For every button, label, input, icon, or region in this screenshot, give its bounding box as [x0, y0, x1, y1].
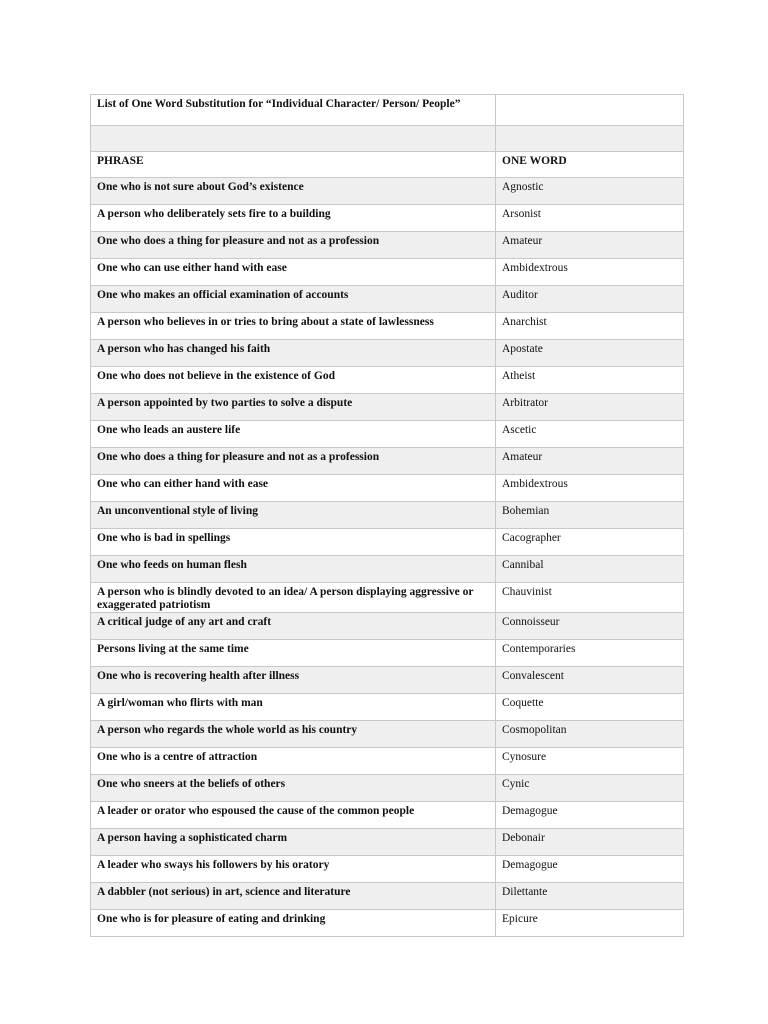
table-title: List of One Word Substitution for “Individual Character/ Person/ People”: [91, 95, 496, 126]
phrase-cell: A leader who sways his followers by his oratory: [91, 856, 496, 883]
one-word-cell: Amateur: [496, 448, 684, 475]
table-row: [91, 232, 684, 259]
one-word-cell: Chauvinist: [496, 583, 684, 613]
phrase-cell: One who is recovering health after illness: [91, 667, 496, 694]
table-row: [91, 583, 684, 613]
phrase-cell: One who is a centre of attraction: [91, 748, 496, 775]
table-row: [91, 748, 684, 775]
one-word-cell: Cannibal: [496, 556, 684, 583]
table-row: [91, 721, 684, 748]
one-word-column-header: ONE WORD: [496, 152, 684, 178]
one-word-cell: Cynic: [496, 775, 684, 802]
one-word-cell: Agnostic: [496, 178, 684, 205]
table-row: [91, 205, 684, 232]
phrase-cell: A person who believes in or tries to bring about a state of lawlessness: [91, 313, 496, 340]
blank-cell: [91, 126, 496, 152]
one-word-cell: Contemporaries: [496, 640, 684, 667]
table-row: [91, 178, 684, 205]
phrase-cell: A person who regards the whole world as his country: [91, 721, 496, 748]
one-word-cell: Cacographer: [496, 529, 684, 556]
table-row: [91, 802, 684, 829]
phrase-cell: A person appointed by two parties to solve a dispute: [91, 394, 496, 421]
one-word-cell: Amateur: [496, 232, 684, 259]
one-word-table: [90, 94, 684, 937]
phrase-cell: A person who has changed his faith: [91, 340, 496, 367]
table-row: [91, 421, 684, 448]
phrase-cell: One who does a thing for pleasure and not as a profession: [91, 232, 496, 259]
table-row: [91, 529, 684, 556]
table-row: [91, 367, 684, 394]
table-row: [91, 313, 684, 340]
table-row: [91, 286, 684, 313]
title-empty-cell: [496, 95, 684, 126]
table-row: [91, 340, 684, 367]
phrase-cell: One who does a thing for pleasure and not as a profession: [91, 448, 496, 475]
one-word-cell: Ambidextrous: [496, 259, 684, 286]
phrase-cell: A person having a sophisticated charm: [91, 829, 496, 856]
table-row: [91, 694, 684, 721]
blank-row: [91, 126, 684, 152]
one-word-cell: Apostate: [496, 340, 684, 367]
one-word-cell: Ambidextrous: [496, 475, 684, 502]
phrase-cell: One who makes an official examination of accounts: [91, 286, 496, 313]
one-word-cell: Connoisseur: [496, 613, 684, 640]
one-word-cell: Epicure: [496, 910, 684, 937]
table-row: [91, 502, 684, 529]
one-word-cell: Atheist: [496, 367, 684, 394]
phrase-cell: One who sneers at the beliefs of others: [91, 775, 496, 802]
phrase-cell: A person who deliberately sets fire to a building: [91, 205, 496, 232]
one-word-cell: Bohemian: [496, 502, 684, 529]
one-word-cell: Debonair: [496, 829, 684, 856]
phrase-cell: One who is bad in spellings: [91, 529, 496, 556]
phrase-cell: One who can use either hand with ease: [91, 259, 496, 286]
header-row: [91, 152, 684, 178]
one-word-cell: Coquette: [496, 694, 684, 721]
phrase-cell: A girl/woman who flirts with man: [91, 694, 496, 721]
table-row: [91, 475, 684, 502]
table-row: [91, 829, 684, 856]
phrase-cell: A person who is blindly devoted to an idea/ A person displaying aggressive or exaggerated patriotism: [91, 583, 496, 613]
one-word-cell: Auditor: [496, 286, 684, 313]
one-word-table-container: [90, 94, 684, 937]
phrase-cell: A dabbler (not serious) in art, science and literature: [91, 883, 496, 910]
table-row: [91, 856, 684, 883]
one-word-cell: Arsonist: [496, 205, 684, 232]
phrase-cell: One who is for pleasure of eating and drinking: [91, 910, 496, 937]
one-word-cell: Anarchist: [496, 313, 684, 340]
table-row: [91, 667, 684, 694]
one-word-cell: Ascetic: [496, 421, 684, 448]
phrase-column-header: PHRASE: [91, 152, 496, 178]
phrase-cell: One who can either hand with ease: [91, 475, 496, 502]
phrase-cell: One who is not sure about God’s existence: [91, 178, 496, 205]
phrase-cell: Persons living at the same time: [91, 640, 496, 667]
one-word-cell: Dilettante: [496, 883, 684, 910]
table-row: [91, 394, 684, 421]
phrase-cell: One who feeds on human flesh: [91, 556, 496, 583]
table-row: [91, 775, 684, 802]
table-row: [91, 640, 684, 667]
phrase-cell: A critical judge of any art and craft: [91, 613, 496, 640]
one-word-cell: Demagogue: [496, 802, 684, 829]
table-row: [91, 556, 684, 583]
one-word-cell: Demagogue: [496, 856, 684, 883]
phrase-cell: A leader or orator who espoused the cause of the common people: [91, 802, 496, 829]
blank-cell: [496, 126, 684, 152]
table-row: [91, 448, 684, 475]
phrase-cell: One who does not believe in the existence of God: [91, 367, 496, 394]
one-word-cell: Convalescent: [496, 667, 684, 694]
one-word-cell: Cynosure: [496, 748, 684, 775]
phrase-cell: An unconventional style of living: [91, 502, 496, 529]
table-row: [91, 883, 684, 910]
table-row: [91, 259, 684, 286]
table-row: [91, 910, 684, 937]
one-word-cell: Arbitrator: [496, 394, 684, 421]
phrase-cell: One who leads an austere life: [91, 421, 496, 448]
table-row: [91, 613, 684, 640]
one-word-cell: Cosmopolitan: [496, 721, 684, 748]
title-row: [91, 95, 684, 126]
